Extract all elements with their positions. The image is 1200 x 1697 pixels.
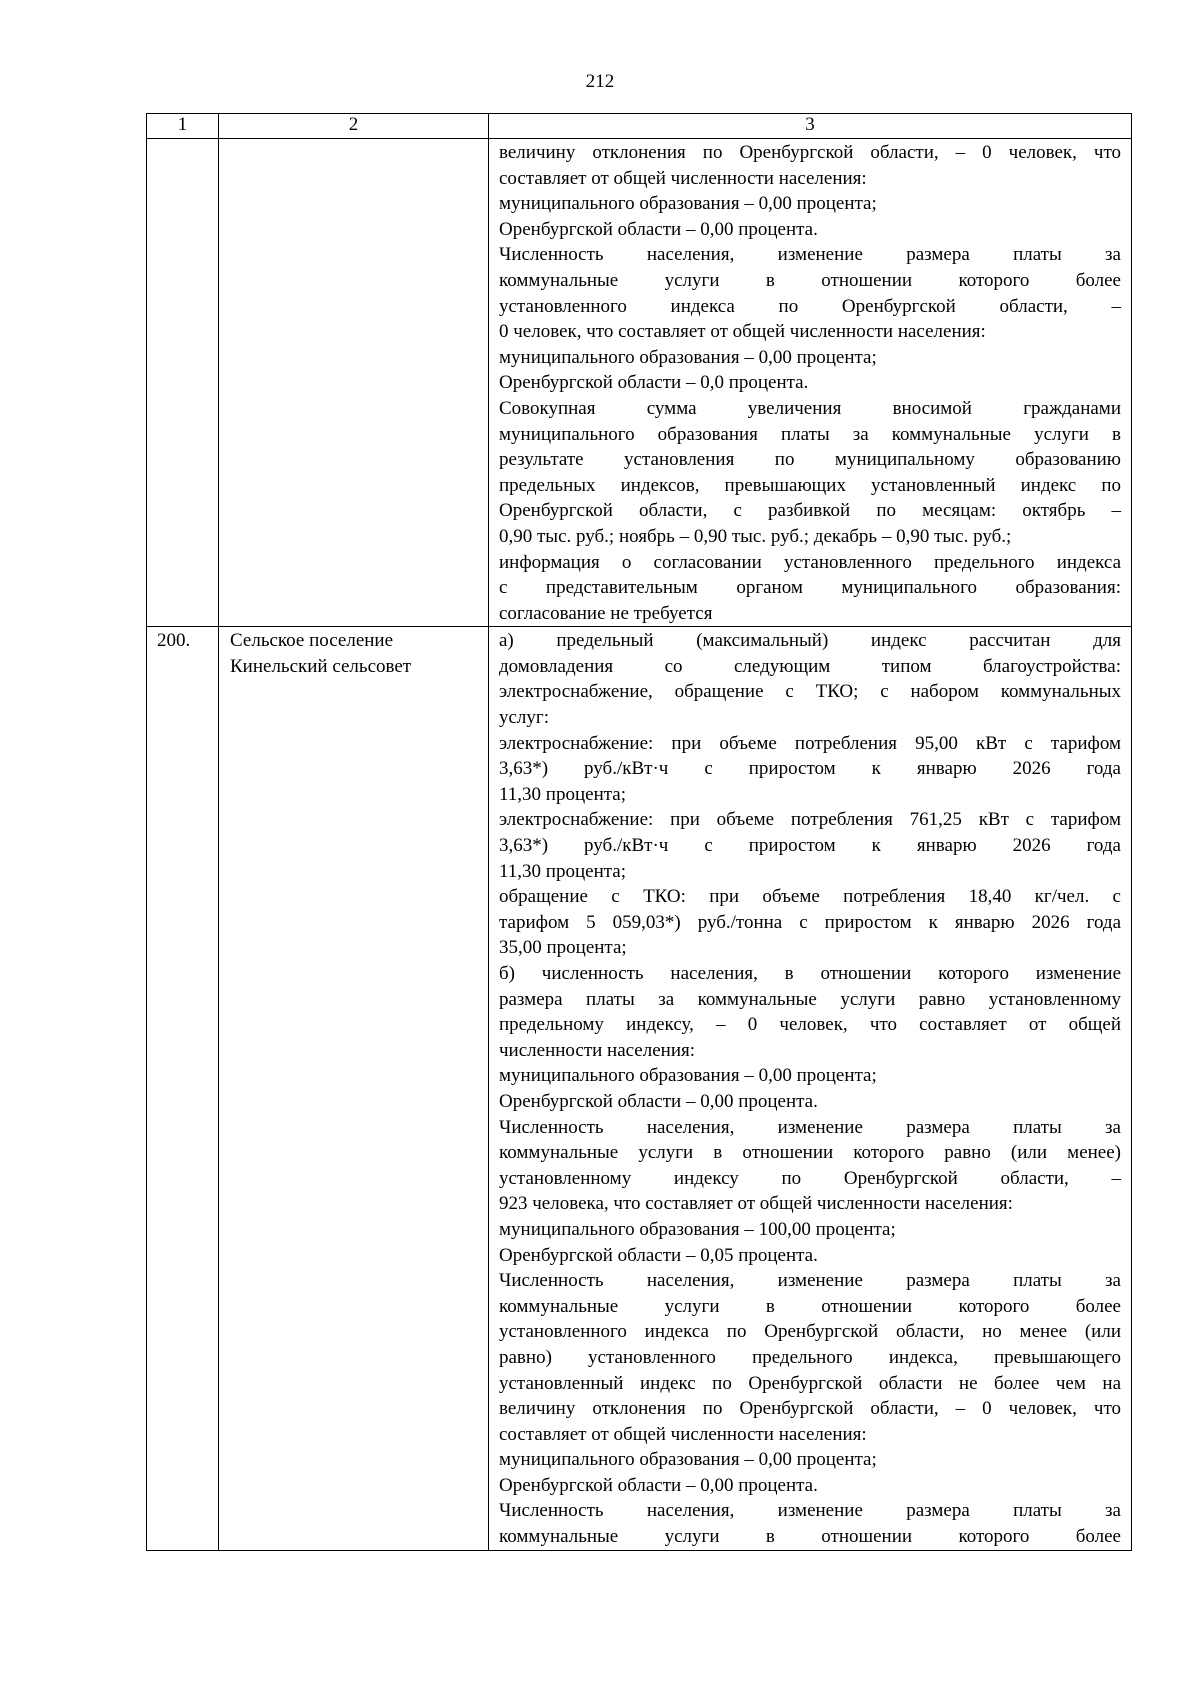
text-line: коммунальные услуги в отношении которого равно (или менее) — [499, 1142, 1121, 1164]
document-table — [146, 113, 1132, 1551]
text-line: предельных индексов, превышающих установленный индекс по — [499, 474, 1121, 496]
text-line: муниципального образования платы за коммунальные услуги в — [499, 423, 1121, 445]
text-line: Численность населения, изменение размера платы за — [499, 1270, 1121, 1292]
text-line: Численность населения, изменение размера платы за — [499, 1116, 1121, 1138]
text-line: результате установления по муниципальному образованию — [499, 449, 1121, 471]
text-line: установленному индексу по Оренбургской области, – — [499, 1167, 1121, 1189]
description-cell — [489, 627, 1132, 1550]
table-row — [147, 627, 1132, 1550]
text-line: составляет от общей численности населения: — [499, 167, 867, 189]
settlement-name-cell — [219, 627, 489, 1550]
text-line: 0 человек, что составляет от общей численности населения: — [499, 321, 986, 343]
table-header-row — [147, 114, 1132, 139]
text-line: информация о согласовании установленного предельного индекса — [499, 551, 1121, 573]
text-line: Численность населения, изменение размера платы за — [499, 244, 1121, 266]
text-line: услуг: — [499, 707, 549, 729]
text-line: 35,00 процента; — [499, 937, 627, 959]
text-line: 0,90 тыс. руб.; ноябрь – 0,90 тыс. руб.; декабрь – 0,90 тыс. руб.; — [499, 525, 1012, 547]
text-line: электроснабжение, обращение с ТКО; с набором коммунальных — [499, 681, 1121, 703]
text-line: равно) установленного предельного индекса, превышающего — [499, 1346, 1121, 1368]
text-line: коммунальные услуги в отношении которого более — [499, 1526, 1121, 1548]
text-line: муниципального образования – 0,00 процента; — [499, 1449, 877, 1471]
text-line: электроснабжение: при объеме потребления 761,25 кВт с тарифом — [499, 809, 1121, 831]
text-line: 11,30 процента; — [499, 860, 626, 882]
text-line: электроснабжение: при объеме потребления 95,00 кВт с тарифом — [499, 732, 1121, 754]
text-line: б) численность населения, в отношении которого изменение — [499, 963, 1121, 984]
row-number-cell — [147, 139, 219, 627]
text-line: коммунальные услуги в отношении которого более — [499, 269, 1121, 291]
text-line: 11,30 процента; — [499, 783, 626, 805]
text-line: с представительным органом муниципального образования: — [499, 577, 1121, 599]
text-line: Оренбургской области – 0,00 процента. — [499, 218, 818, 240]
settlement-name-line: Кинельский сельсовет — [230, 655, 412, 677]
text-line: Оренбургской области – 0,0 процента. — [499, 372, 809, 394]
text-line: Оренбургской области – 0,05 процента. — [499, 1244, 818, 1266]
text-line: муниципального образования – 0,00 процента; — [499, 1065, 877, 1087]
text-line: установленного индекса по Оренбургской области, но менее (или — [499, 1321, 1121, 1343]
settlement-name-line: Сельское поселение — [230, 630, 394, 652]
page-number: 212 — [585, 71, 615, 92]
text-line: размера платы за коммунальные услуги равно установленному — [499, 988, 1121, 1010]
text-line: 3,63*) руб./кВт·ч с приростом к январю 2026 года — [499, 835, 1121, 857]
header-col-3: 3 — [489, 114, 1132, 139]
text-line: 923 человека, что составляет от общей численности населения: — [499, 1193, 1013, 1215]
text-line: муниципального образования – 100,00 процента; — [499, 1218, 896, 1240]
text-line: Численность населения, изменение размера платы за — [499, 1500, 1121, 1522]
text-line: муниципального образования – 0,00 процента; — [499, 346, 877, 368]
text-line: 3,63*) руб./кВт·ч с приростом к январю 2026 года — [499, 758, 1121, 780]
text-line: величину отклонения по Оренбургской области, – 0 человек, что — [499, 1398, 1121, 1420]
text-line: составляет от общей численности населения: — [499, 1423, 867, 1445]
table-row — [147, 139, 1132, 627]
text-line: тарифом 5 059,03*) руб./тонна с приростом к январю 2026 года — [499, 911, 1121, 933]
text-line: а) предельный (максимальный) индекс рассчитан для — [499, 630, 1121, 652]
description-cell — [489, 139, 1132, 627]
row-number-cell: 200. — [147, 627, 219, 1550]
text-line: согласование не требуется — [499, 602, 713, 624]
text-line: коммунальные услуги в отношении которого более — [499, 1295, 1121, 1317]
text-line: предельному индексу, – 0 человек, что составляет от общей — [499, 1014, 1121, 1036]
text-line: Оренбургской области – 0,00 процента. — [499, 1090, 818, 1112]
text-line: муниципального образования – 0,00 процента; — [499, 193, 877, 215]
text-line: установленного индекса по Оренбургской области, – — [499, 295, 1121, 317]
header-col-2: 2 — [219, 114, 489, 139]
settlement-name-cell — [219, 139, 489, 627]
text-line: установленный индекс по Оренбургской области не более чем на — [499, 1372, 1121, 1394]
text-line: обращение с ТКО: при объеме потребления 18,40 кг/чел. с — [499, 886, 1121, 908]
header-col-1: 1 — [147, 114, 219, 139]
text-line: Совокупная сумма увеличения вносимой гражданами — [499, 397, 1121, 419]
text-line: численности населения: — [499, 1039, 696, 1061]
text-line: величину отклонения по Оренбургской области, – 0 человек, что — [499, 142, 1121, 163]
text-line: Оренбургской области, с разбивкой по месяцам: октябрь – — [499, 500, 1121, 522]
text-line: Оренбургской области – 0,00 процента. — [499, 1474, 818, 1496]
text-line: домовладения со следующим типом благоустройства: — [499, 655, 1121, 677]
